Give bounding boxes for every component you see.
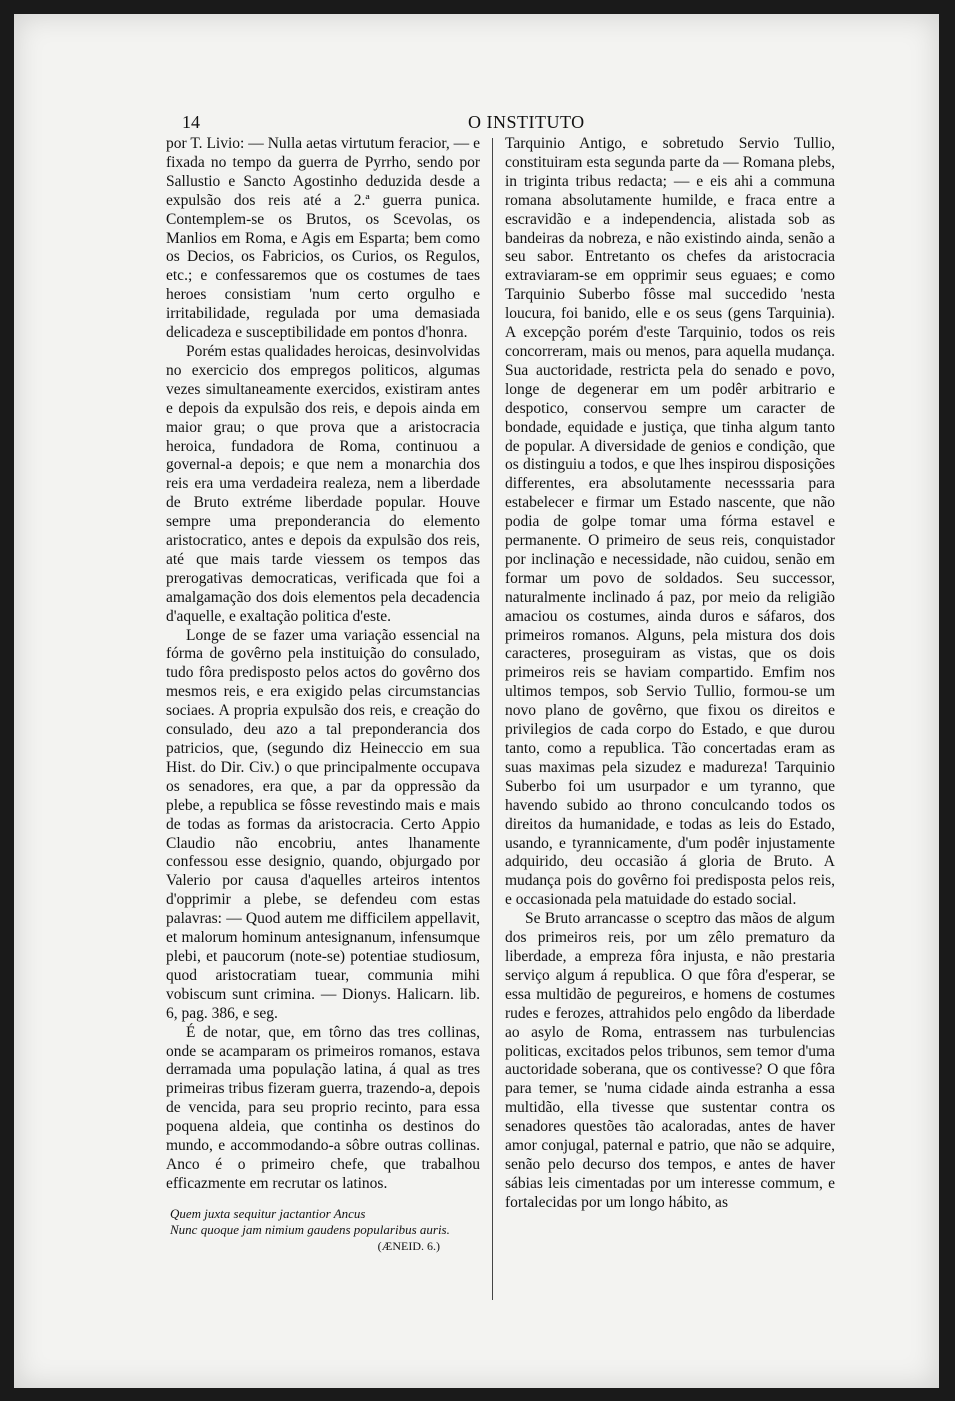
- page-number: 14: [182, 112, 200, 132]
- left-paragraph-3: Longe de se fazer uma variação essencial na fórma de govêrno pela instituição do consulado, tudo fôra predisposto pelos actos do govêrno dos mesmos reis, e era exigido pelas circumstancias sociaes. A propria expulsão dos reis, e creação do consulado, deu azo a tal preponderancia dos patricios, que, (segundo diz Heineccio em sua Hist. do Dir. Civ.) o que principalmente occupava os senadores, era que, a par da oppressão da plebe, a republica se fôsse revestindo mais e mais de todas as formas da aristocracia. Certo Appio Claudio não encobriu, antes lhanamente confessou esse designio, quando, objurgado por Valerio por causa d'aquelles arteiros intentos d'opprimir a plebe, se defendeu com estas palavras: — Quod autem me difficilem appellavit, et malorum hominum antesignanum, infensumque plebi, et paucorum (note-se) potentiae studiosum, quod aristocratiam tuear, communia mihi vobiscum sunt crimina. — Dionys. Halicarn. lib. 6, pag. 386, e seg.: [166, 626, 480, 1022]
- right-column: [505, 135, 835, 1213]
- column-divider: [492, 138, 493, 1300]
- left-paragraph-4: É de notar, que, em tôrno das tres collinas, onde se acamparam os primeiros romanos, estava derramada uma população latina, á qual as tres primeiras tribus fizeram guerra, trazendo-a, depois de vencida, para seu proprio recinto, para essa poquena aldeia, que continha os destinos do mundo, e accommodando-a sôbre outras collinas. Anco é o primeiro chefe, que trabalhou efficazmente em recrutar os latinos.: [166, 1023, 480, 1192]
- left-paragraph-2: Porém estas qualidades heroicas, desinvolvidas no exercicio dos empregos politicos, algumas vezes simultaneamente exercidos, existiram antes e depois da expulsão dos reis, e depois ainda em maior grau; o que prova que a aristocracia heroica, fundadora de Roma, continuou a governal-a depois; e que nem a monarchia dos reis era uma verdadeira realeza, nem a liberdade de Bruto extréme liberdade popular. Houve sempre uma preponderancia do elemento aristocratico, antes e depois da expulsão dos reis, até que mais tarde viessem os tempos das prerogativas democraticas, verificada que foi a amalgamação dos dois elementos pela decadencia d'aquelle, e exaltação politica d'este.: [166, 342, 480, 625]
- page-header: [182, 112, 852, 136]
- running-title: O INSTITUTO: [468, 112, 585, 132]
- left-paragraph-1: por T. Livio: — Nulla aetas virtutum feracior, — e fixada no tempo da guerra de Pyrrho, sendo por Sallustio e Sancto Agostinho deduzida desde a expulsão dos reis até a 2.ª guerra punica. Contemplem-se os Brutos, os Scevolas, os Manlios em Roma, e Agis em Esparta; bem como os Decios, os Fabricios, os Curios, os Regulos, etc.; e confessaremos que os costumes de taes heroes consistiam 'num certo orgulho e irritabilidade, regulada por uma demasiada delicadeza e susceptibilidade em pontos d'honra.: [166, 135, 480, 342]
- quote-line-1: Quem juxta sequitur jactantior Ancus: [170, 1205, 366, 1221]
- left-column: [166, 135, 480, 1254]
- quote-line-2: Nunc quoque jam nimium gaudens popularibus auris.: [170, 1221, 450, 1237]
- right-paragraph-2: Se Bruto arrancasse o sceptro das mãos de algum dos primeiros reis, por um zêlo prematuro da liberdade, a empreza fôra injusta, e não prestaria serviço algum á republica. O que fôra d'esperar, se essa multidão de pegureiros, e homens de costumes rudes e ferozes, attrahidos pelo engôdo da liberdade ao asylo de Roma, entrassem nas turbulencias politicas, excitados pelos tribunos, sem temor d'uma auctoridade soberana, que os contivesse? O que fôra para temer, se 'numa cidade ainda estranha a essa multidão, ella tivesse que sustentar contra os senadores questões tão acaloradas, antes de haver amor conjugal, paternal e patrio, que não se adquire, senão pelo decurso dos tempos, e antes de haver sábias leis cimentadas por um interesse commum, e fortalecidas por um longo hábito, as: [505, 910, 835, 1211]
- verse-quotation: [166, 1206, 480, 1254]
- right-paragraph-1: Tarquinio Antigo, e sobretudo Servio Tullio, constituiram esta segunda parte da — Romana plebs, in triginta tribus redacta; — e eis ahi a communa romana absolutamente humilde, e fraca entre a escravidão e a independencia, alistada sob as bandeiras da nobreza, e não existindo ainda, senão a seu sabor. Entretanto os chefes da aristocracia extraviaram-se em opprimir seus eguaes; e como Tarquinio Suberbo fôsse mal succedido 'nesta loucura, foi banido, elle e os seus (gens Tarquinia). A excepção porém d'este Tarquinio, todos os reis concorreram, mais ou menos, para aquella mudança. Sua auctoridade, restricta pela do senado e povo, longe de degenerar em um podêr arbitrario e despotico, conservou sempre um caracter de bondade, equidade e justiça, que tinha algum tanto de popular. A diversidade de genios e condição, que os distinguiu a todos, e que lhes inspirou disposições differentes, era absolutamente necesssaria para estabelecer e firmar um Estado nascente, que não podia de golpe tomar uma fórma estavel e permanente. O primeiro de seus reis, conquistador por inclinação e necessidade, não cuidou, senão em formar um povo de soldados. Seu successor, naturalmente inclinado á paz, por meio da religião amaciou os costumes, ainda duros e sáfaros, dos primeiros romanos. Alguns, pela mistura dos dois caracteres, proseguiram as vistas, que os dois primeiros reis se haviam compartido. Emfim nos ultimos tempos, sob Servio Tullio, formou-se um novo plano de govêrno, que fixou os direitos e privilegios de cada corpo do Estado, e que durou tanto, como a republica. Tão concertadas eram as suas maximas pela sizudez e madureza! Tarquinio Suberbo foi um usurpador e um tyranno, que havendo subido ao throno conculcando todos os direitos da humanidade, e todas as leis do Estado, usando, e tyrannicamente, d'um podêr injustamente adquirido, deu occasião á gloria de Bruto. A mudança pois do govêrno foi predisposta pelos reis, e occasionada pela matuidade do estado social.: [505, 135, 835, 909]
- quote-reference: (ÆNEID. 6.): [377, 1238, 440, 1253]
